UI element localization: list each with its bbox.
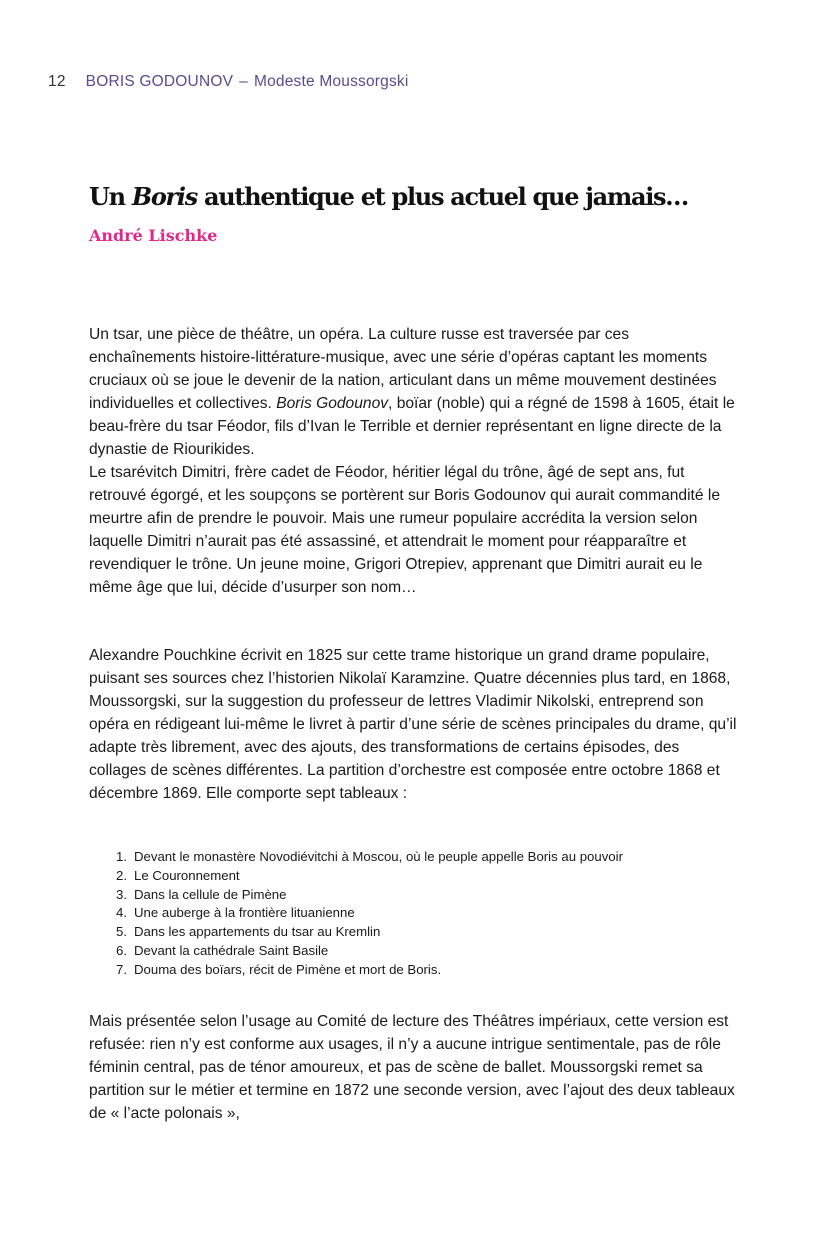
list-item-number: 6.: [116, 942, 127, 958]
list-item: [116, 942, 623, 961]
list-item-number: 3.: [116, 886, 127, 902]
opera-title-italic: Boris Godounov: [276, 395, 389, 412]
title-prefix: Un: [89, 182, 132, 211]
list-item-number: 4.: [116, 905, 127, 921]
list-item-number: 1.: [116, 849, 127, 864]
list-item-text: Dans la cellule de Pimène: [134, 886, 287, 902]
paragraph-pouchkine-text: Alexandre Pouchkine écrivit en 1825 sur cette trame historique un grand drame populaire, puisant ses sources chez l’historien Nikolaï Karamzine. Quatre décennies plus tard, en 1868, Moussorgski, sur la suggestion du professeur de lettres Vladimir Nikolski, entreprend son opéra en rédigeant lui-même le livret à partir d’une série de scènes principales du drame, qu’il adapte très librement, avec des ajouts, des transformations de certains épisodes, des collages de scènes différentes. La partition d’orchestre est composée entre octobre 1868 et décembre 1869. Elle comporte sept tableaux :: [89, 647, 737, 802]
list-item: [116, 961, 623, 980]
article-author: André Lischke: [89, 226, 218, 245]
paragraph-refus: [89, 1010, 739, 1125]
list-item-number: 2.: [116, 867, 127, 883]
list-item-text: Dans les appartements du tsar au Kremlin: [134, 924, 381, 940]
paragraph-intro-a: [89, 323, 739, 461]
list-item-number: 7.: [116, 961, 127, 977]
list-item: [116, 923, 623, 942]
paragraph-refus-text: Mais présentée selon l’usage au Comité de lecture des Théâtres impériaux, cette version est refusée: rien n’y est conforme aux usages, il n’y a aucune intrigue sentimentale, pas de rôle féminin central, pas de ténor amoureux, et pas de scène de ballet. Moussorgski remet sa partition sur le métier et termine en 1872 une seconde version, avec l’ajout des deux tableaux de « l’acte polonais »,: [89, 1013, 735, 1122]
tableaux-list: [116, 848, 623, 980]
article-title: [89, 182, 688, 211]
list-item: [116, 886, 623, 905]
paragraph-pouchkine: [89, 644, 739, 805]
list-item-text: Le Couronnement: [134, 867, 240, 883]
paragraph-intro-text-1: Un tsar, une pièce de théâtre, un opéra. La culture russe est traversée par ces enchaînements histoire-littérature-musique, avec une série d’opéras captant les moments cruciaux où se joue le devenir de la nation, articulant dans un même mouvement destinées individuelles et collectives.: [89, 326, 717, 412]
header-separator: –: [239, 73, 248, 90]
paragraph-intro: [89, 323, 739, 599]
title-italic: Boris: [131, 182, 197, 211]
paragraph-intro-b: Le tsarévitch Dimitri, frère cadet de Féodor, héritier légal du trône, âgé de sept ans, fut retrouvé égorgé, et les soupçons se portèrent sur Boris Godounov qui aurait commandité le meurtre afin de prendre le pouvoir. Mais une rumeur populaire accrédita la version selon laquelle Dimitri n’aurait pas été assassiné, et attendrait le moment pour réapparaître et revendiquer le trône. Un jeune moine, Grigori Otrepiev, apprenant que Dimitri aurait eu le même âge que lui, décide d’usurper son nom…: [89, 464, 721, 596]
list-item-text: Devant la cathédrale Saint Basile: [134, 942, 329, 958]
list-item: [116, 867, 623, 886]
paragraph-intro-text-2: , boïar (noble) qui a régné de 1598 à 1605, était le beau-frère du tsar Féodor, fils d’Ivan le Terrible et dernier représentant en ligne directe de la dynastie de Riourikides.: [89, 395, 735, 458]
book-title: BORIS GODOUNOV: [85, 73, 234, 90]
list-item-number: 5.: [116, 924, 127, 940]
list-item-text: Douma des boïars, récit de Pimène et mort de Boris.: [134, 961, 442, 977]
list-item-text: Devant le monastère Novodiévitchi à Moscou, où le peuple appelle Boris au pouvoir: [134, 849, 623, 864]
running-head: [48, 73, 409, 91]
title-suffix: authentique et plus actuel que jamais…: [196, 182, 688, 211]
list-item: [116, 904, 623, 923]
list-item-text: Une auberge à la frontière lituanienne: [134, 905, 355, 921]
page-number: 12: [48, 73, 66, 90]
list-item: [116, 848, 623, 867]
composer-name: Modeste Moussorgski: [253, 73, 409, 90]
